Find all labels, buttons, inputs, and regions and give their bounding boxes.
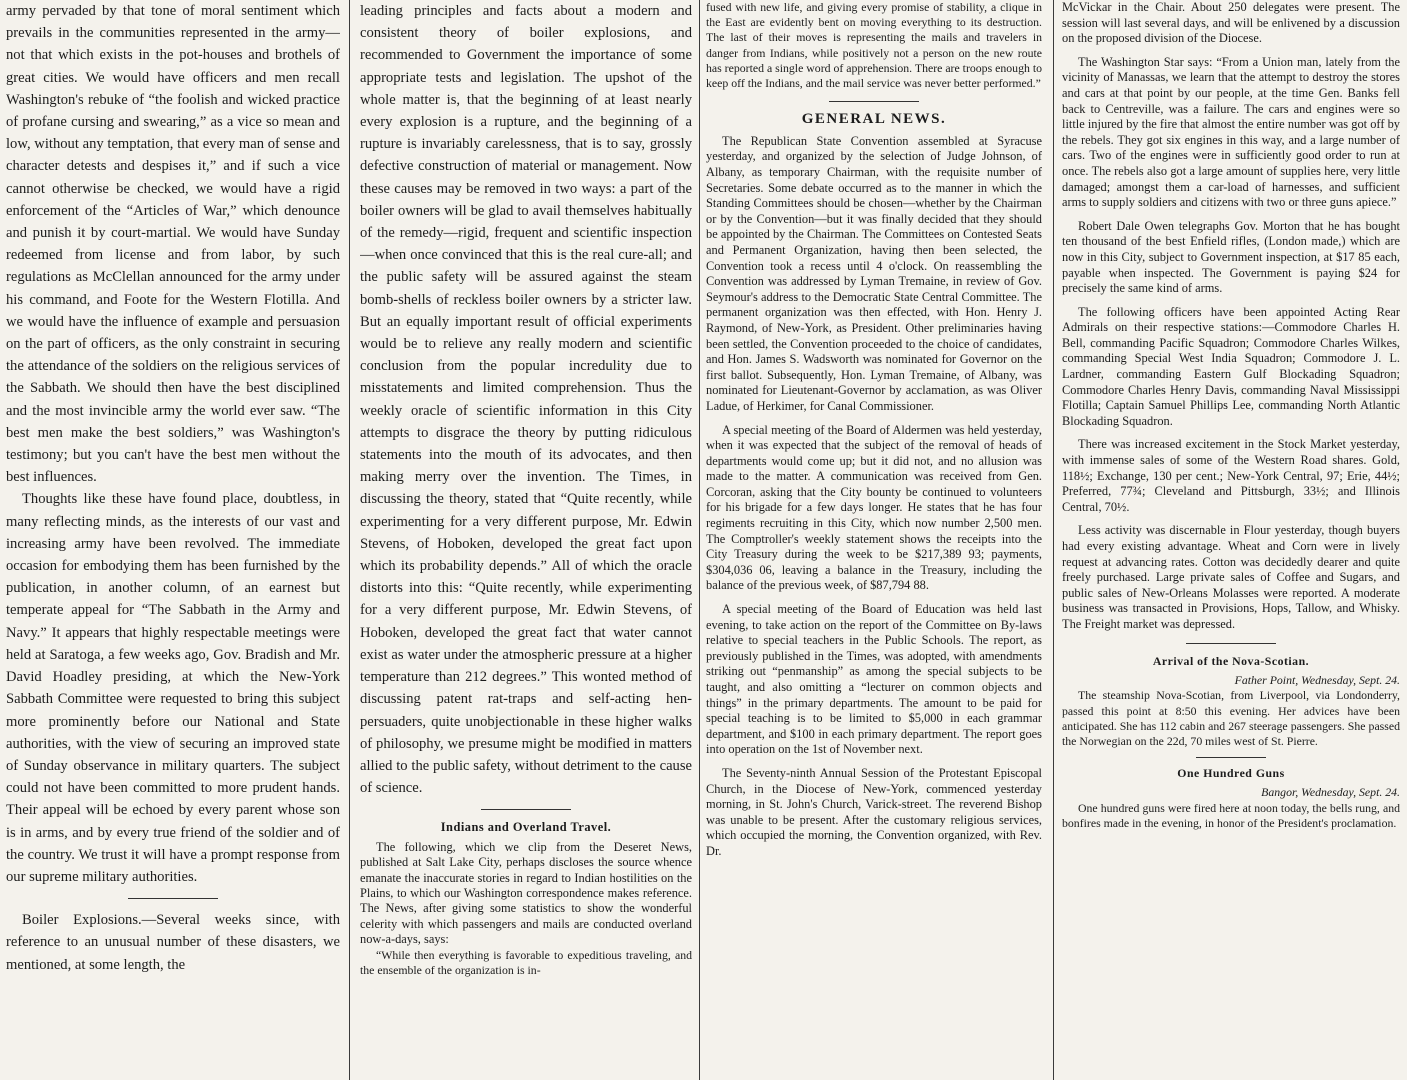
paragraph: There was increased excitement in the Stock Market yesterday, with immense sales of some of the Western Road shares. Gold, 118½; Exchange, 130 per cent.; New-York Central, 97; Erie, 44½; Preferred, 77¾; Cleveland and Pittsburgh, 33½; and Illinois Central, 70½. bbox=[1062, 437, 1400, 514]
paragraph: The steamship Nova-Scotian, from Liverpool, via Londonderry, passed this point at 8:50 this evening. Her advices have been anticipated. She has 112 cabin and 267 steerage passengers. She passed the Norwegian on the 22d, 70 miles west of St. Pierre. bbox=[1062, 688, 1400, 748]
paragraph: Boiler Explosions.—Several weeks since, with reference to an unusual number of these disasters, we mentioned, at some length, the bbox=[6, 912, 340, 973]
paragraph: The following officers have been appointed Acting Rear Admirals on their respective stations:—Commodore Charles H. Bell, commanding Pacific Squadron; Commodore Charles Wilkes, commanding Special West India Squadron; Commodore J. L. Lardner, commanding Eastern Gulf Blockading Squadron; Commodore Charles Henry Davis, commanding Naval Mississippi Flotilla; Captain Samuel Phillips Lee, commanding North Atlantic Blockading Squadron. bbox=[1062, 304, 1400, 428]
paragraph: Robert Dale Owen telegraphs Gov. Morton that he has bought ten thousand of the best Enfield rifles, (London made,) which are now in this City, subject to Government inspection, at $17 85 each, payable when inspected. The Government is paying $24 for precisely the same kind of arms. bbox=[1062, 218, 1400, 296]
paragraph: The following, which we clip from the Deseret News, published at Salt Lake City, perhaps discloses the source whence emanate the inaccurate stories in regard to Indian hostilities on the Plains, to which our Washington correspondence makes reference. The News, after giving some statistics to show the wonderful celerity with which passengers and mails are conducted overland now-a-days, says: bbox=[360, 839, 692, 947]
paragraph: army pervaded by that tone of moral sentiment which prevails in the communities represented in the army—not that which exists in the pot-houses and brothels of great cities. We would have officers and men recall Washington's rebuke of “the foolish and wicked practice of profane cursing and swearing,” as a vice so mean and low, without any temptation, that every man of sense and character detests and despises it,” and if such a vice cannot otherwise be checked, we would have a rigid enforcement of the “Articles of War,” which denounce and punish it by court-martial. We would have Sunday redeemed from license and from labor, by such regulations as McClellan announced for the army under his command, and Foote for the Western Flotilla. And we would have the influence of example and persuasion on the part of officers, as the only constraint in securing the attendance of the soldiers on the religious services of the Sabbath. We should then have the best disciplined and the most invincible army the world ever saw. “The best men make the best soldiers,” was Washington's testimony; but you can't have the best men without the best influences. bbox=[6, 3, 340, 486]
column-1 bbox=[6, 0, 340, 1080]
paragraph: The Washington Star says: “From a Union man, lately from the vicinity of Manassas, we learn that the attempt to destroy the stores and cars at that point by our people, at the time Gen. Banks fell back to Centreville, was a failure. The cars and engines were so little injured by the fire that almost the entire number was got off by the rebels. They got six engines in this way, and a large number of cars. Two of the engines were in sufficiently good order to run at once. The rebels also got a large amount of supplies here, very little damaged; amongst them a car-load of harnesses, and sufficient arms to supply soldiers and citizens with two or three guns apiece.” bbox=[1062, 54, 1400, 210]
paragraph: Thoughts like these have found place, doubtless, in many reflecting minds, as the interests of our vast and increasing army have been revolved. The immediate occasion for embodying them has been furnished by the publication, in another column, of an earnest but temperate appeal for “The Sabbath in the Army and Navy.” It appears that highly respectable meetings were held at Saratoga, a few weeks ago, Gov. Bradish and Mr. David Hoadley presiding, at which the New-York Sabbath Committee were requested to bring this subject more prominently before our National and State authorities, with the view of securing an improved state of Sunday observance in military quarters. The subject could not have been committed to more prudent hands. Their appeal will be echoed by every parent whose son is in arms, and by every true friend of the soldier and of the country. We trust it will have a prompt response from our supreme military authorities. bbox=[6, 491, 340, 885]
paragraph: One hundred guns were fired here at noon today, the bells rung, and bonfires made in the evening, in honor of the President's proclamation. bbox=[1062, 800, 1400, 831]
paragraph: leading principles and facts about a modern and consistent theory of boiler explosions, and recommended to Government the importance of some appropriate tests and legislation. The upshot of the whole matter is, that the beginning of at least nearly every explosion is a rupture, and the beginning of a rupture is invariably carelessness, that is to say, grossly defective construction of material or management. Now these causes may be removed in two ways: a part of the boiler owners will be glad to avail themselves habitually of the remedy—rigid, frequent and scientific inspection—when once convinced that this is the real cure-all; and the public safety will be assured against the steam bomb-shells of reckless boiler owners by a stricter law. But an equally important result of official experiments would be to relieve any really modern and scientific conclusion from the popular incredulity due to misstatements and limited comprehension. Thus the weekly oracle of scientific information in this City attempts to disgrace the theory by putting ridiculous statements into the mouth of its advocates, and then making merry over the invention. The Times, in discussing the theory, stated that “Quite recently, while experimenting for a very different purpose, Mr. Edwin Stevens, of Hoboken, developed the great fact upon which its probability depends.” All of which the oracle distorts into this: “Quite recently, while experimenting for a very different purpose, Mr. Edwin Stevens, of Hoboken, developed the great fact that water cannot exist as water under the atmospheric pressure at a higher temperature than 212 degrees.” This wonted method of discussing patent rat-traps and self-acting hen-persuaders, quite unobjectionable in these higher walks of philosophy, we presume might be modified in matters allied to the public safety, without detriment to the cause of science. bbox=[360, 3, 692, 797]
paragraph: McVickar in the Chair. About 250 delegates were present. The session will last several days, and will be enlivened by a discussion on the proposed division of the Diocese. bbox=[1062, 0, 1400, 46]
article-divider bbox=[829, 101, 919, 102]
section-heading: GENERAL NEWS. bbox=[801, 111, 947, 128]
column-2 bbox=[360, 0, 692, 1080]
column-rule bbox=[1053, 0, 1054, 1080]
article-divider bbox=[1186, 643, 1276, 644]
dispatch-heading: Arrival of the Nova-Scotian. bbox=[1152, 653, 1310, 668]
paragraph: The Republican State Convention assembled at Syracuse yesterday, and organized by the selection of Judge Johnson, of Albany, as temporary Chairman, with the requisite number of Secretaries. Some debate occurred as to the manner in which the Standing Committees should be chosen—whether by the Chairman or by the Convention—but it was finally decided that they should be appointed by the Chairman. The Committees on Contested Seats and Permanent Organization, having then been selected, the Convention took a recess until 4 o'clock. On reassembling the Convention was addressed by Lyman Tremaine, in review of Gov. Seymour's address to the Democratic State Central Committee. The permanent organization was then effected, with Hon. Henry J. Raymond, of New-York, as President. Other preliminaries having been settled, the Convention proceeded to the choice of candidates, and Hon. James S. Wadsworth was nominated for Governor on the first ballot. Subsequently, Hon. Lyman Tremaine, of Albany, was nominated for Lieutenant-Governor by acclamation, as was Oliver Ladue, of Herkimer, for Canal Commissioner. bbox=[706, 133, 1042, 413]
paragraph: A special meeting of the Board of Education was held last evening, to take action on the report of the Committee on By-laws relative to special teachers in the Public Schools. The report, as previously published in the Times, was adopted, with amendments striking out “penmanship” as among the special subjects to be taught, and also omitting a “lecturer on common objects and things” in the primary departments. The amount to be paid for special teaching is to be limited to $5,000 in each grammar department, and $100 in each primary department. The report goes into operation on the 1st of November next. bbox=[706, 602, 1042, 757]
article-heading: Indians and Overland Travel. bbox=[440, 820, 612, 835]
paragraph: The Seventy-ninth Annual Session of the Protestant Episcopal Church, in the Diocese of New-York, commenced yesterday morning, in St. John's Church, Varick-street. The reverend Bishop was unable to be present. After the customary religious services, which occupied the morning, the Convention organized, with Rev. Dr. bbox=[706, 765, 1042, 858]
article-divider bbox=[481, 809, 571, 810]
column-rule bbox=[349, 0, 350, 1080]
paragraph: A special meeting of the Board of Aldermen was held yesterday, when it was expected that the subject of the removal of heads of departments would come up; but it did not, and no allusion was made to the matter. A communication was received from Gen. Corcoran, asking that the City bounty be continued to volunteers for his brigade for a few days longer. He states that he has four regiments recruiting in this City, which now number 2,500 men. The Comptroller's weekly statement shows the receipts into the City Treasury during the week to be $217,389 93; payments, $304,036 06, leaving a balance in the Treasury, including the balance of the previous week, of $87,794 88. bbox=[706, 422, 1042, 593]
quoted-paragraph: fused with new life, and giving every promise of stability, a clique in the East are evidently bent on moving everything to its destruction. The last of their moves is representing the mails and travelers in danger from Indians, while positively not a person on the new route has reported a single word of apprehension. There are troops enough to keep off the Indians, and the mail service was never better performed.” bbox=[706, 0, 1042, 91]
column-4 bbox=[1062, 0, 1400, 1080]
dateline: Bangor, Wednesday, Sept. 24. bbox=[1261, 785, 1400, 800]
column-rule bbox=[699, 0, 700, 1080]
column-3 bbox=[706, 0, 1042, 1080]
quoted-paragraph: “While then everything is favorable to expeditious traveling, and the ensemble of the organization is in- bbox=[360, 947, 692, 977]
paragraph: Less activity was discernable in Flour yesterday, though buyers had every existing advantage. Wheat and Corn were in lively request at advancing rates. Cotton was decidedly dearer and quite freely purchased. Large private sales of Coffee and Sugars, and public sales of New-Orleans Molasses were reported. A moderate business was transacted in Provisions, Hops, Tallow, and Whisky. The Freight market was depressed. bbox=[1062, 523, 1400, 631]
article-divider bbox=[128, 898, 218, 899]
article-divider bbox=[1196, 757, 1266, 758]
dispatch-heading: One Hundred Guns bbox=[1177, 766, 1285, 781]
dateline: Father Point, Wednesday, Sept. 24. bbox=[1234, 672, 1400, 687]
